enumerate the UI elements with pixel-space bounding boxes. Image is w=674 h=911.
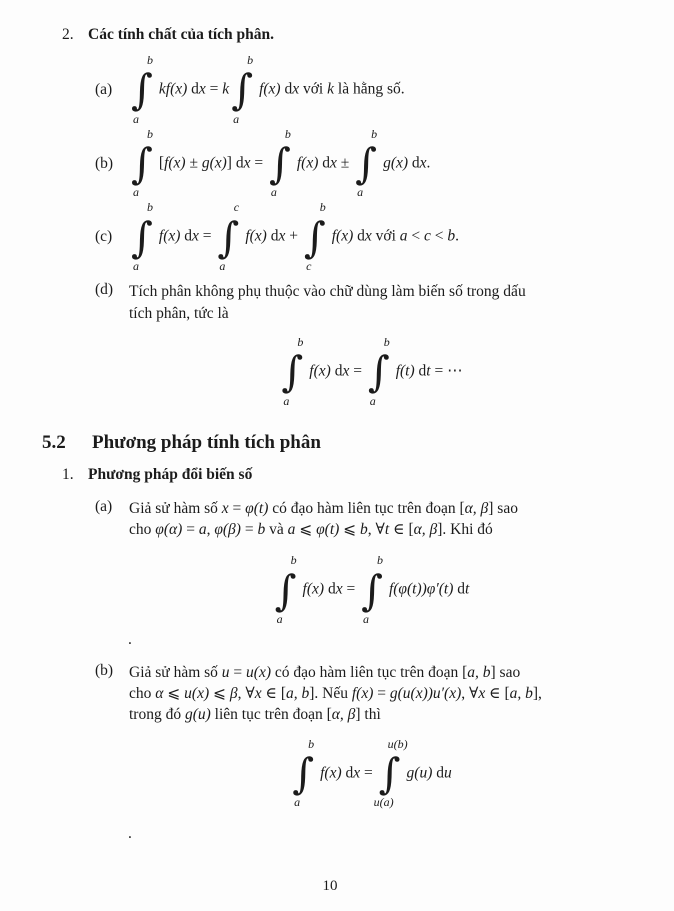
page-number: 10 [322, 878, 338, 894]
method-item-a [95, 498, 674, 541]
math-text: x [243, 154, 251, 172]
math-text: = [198, 227, 216, 245]
math-text: ∈ [ [485, 685, 510, 703]
property-d-formula [279, 336, 462, 408]
math-text: ] thì [355, 706, 381, 724]
method-title: Phương pháp đổi biến số [88, 465, 253, 483]
math-text: f(x) [351, 685, 374, 703]
method-item-a-label: (a) [95, 497, 113, 515]
integral-lower-bound: a [363, 611, 370, 626]
math-text: x [221, 499, 229, 517]
method-item-a-text [129, 498, 518, 541]
method-item-a-line1 [129, 498, 518, 519]
math-text: = [205, 80, 223, 98]
math-text: b [447, 227, 456, 245]
math-text: Giả sử hàm số [129, 663, 222, 681]
math-text: f(x) [320, 764, 342, 782]
integral-glyph: ∫ [231, 65, 254, 115]
math-text: = [240, 521, 258, 539]
property-c-formula [129, 201, 459, 273]
integral-upper-bound: b [290, 553, 297, 568]
integral-glyph: ∫ [268, 138, 291, 188]
math-text: g(u) [406, 764, 433, 782]
trailing-period-a: . [128, 631, 132, 649]
method-item-a-line2 [129, 519, 518, 540]
integral-sign [304, 201, 326, 273]
math-text: u(x) [246, 663, 271, 681]
math-text: d [453, 580, 466, 598]
math-text: = [250, 154, 267, 172]
math-text: cho [129, 685, 156, 703]
math-text: g(u) [184, 706, 211, 724]
integral-glyph: ∫ [292, 748, 315, 798]
math-text: u [444, 764, 452, 782]
integral-upper-bound: b [146, 200, 153, 215]
property-b-formula [129, 128, 430, 200]
method-number: 1. [62, 465, 74, 483]
math-text: k [222, 80, 230, 98]
math-text: , ∀ [367, 521, 385, 539]
math-text: ⩽ [295, 521, 317, 539]
integral-sign [373, 736, 408, 810]
math-text: ⩽ [163, 685, 185, 703]
math-text: k [327, 80, 335, 98]
integral-glyph: ∫ [274, 565, 297, 615]
integral-glyph: ∫ [131, 212, 153, 262]
math-text: f(x) [296, 154, 319, 172]
math-text: có đạo hàm liên tục trên đoạn [ [270, 663, 468, 681]
integral-lower-bound: a [294, 795, 301, 810]
method-item-b-line3 [129, 704, 542, 725]
math-text: α, β [464, 499, 489, 517]
integral-glyph: ∫ [217, 212, 240, 262]
math-text: với [371, 227, 400, 245]
property-d [95, 281, 674, 324]
integral-sign [131, 54, 153, 126]
math-text: f(x) [259, 80, 281, 98]
math-text: , ∀ [237, 685, 255, 703]
integral-lower-bound: a [132, 185, 139, 200]
math-text: + [285, 227, 302, 245]
math-text: ∈ [ [389, 521, 414, 539]
method-item-b-line2 [129, 683, 542, 704]
math-text: a [399, 227, 408, 245]
integral-lower-bound: a [132, 259, 139, 274]
math-text: f(x) [331, 227, 354, 245]
math-text: liên tục trên đoạn [ [210, 706, 332, 724]
math-text: α, β [331, 706, 356, 724]
math-text: d [330, 362, 343, 380]
math-text: d [180, 227, 193, 245]
integral-lower-bound: a [219, 259, 226, 274]
integral-upper-bound: b [146, 53, 153, 67]
math-text: < [407, 227, 425, 245]
math-text: = [182, 521, 199, 539]
integral-sign [355, 128, 377, 200]
math-text: = ⋯ [430, 362, 463, 380]
math-text: a, b [509, 685, 533, 703]
math-text: cho [129, 521, 156, 539]
math-text: f(φ(t))φ′(t) [388, 580, 454, 598]
integral-upper-bound: b [284, 126, 291, 141]
math-text: a [287, 521, 296, 539]
math-text: = [373, 685, 390, 703]
math-text: x [335, 580, 343, 598]
math-text: g(x) [383, 154, 409, 172]
integral-glyph: ∫ [281, 347, 304, 397]
math-text: = [342, 580, 360, 598]
property-b [95, 128, 674, 200]
properties-heading-item [62, 26, 674, 44]
math-text: x [353, 764, 361, 782]
integral-glyph: ∫ [367, 347, 390, 397]
method-item-b-line1 [129, 662, 542, 683]
section-title: Phương pháp tính tích phân [92, 431, 321, 453]
math-text: f(x) [302, 580, 325, 598]
section-number: 5.2 [42, 431, 66, 453]
property-c-label: (c) [95, 228, 113, 246]
math-text: . [455, 227, 460, 245]
math-text: ∈ [ [261, 685, 286, 703]
math-text: ] d [226, 154, 244, 172]
math-text: d [280, 80, 293, 98]
math-text: = [229, 663, 247, 681]
math-text: a, b [285, 685, 310, 703]
math-text: a [198, 521, 207, 539]
math-text: d [341, 764, 354, 782]
math-text: b [360, 521, 368, 539]
integral-lower-bound: u(a) [373, 795, 394, 810]
integral-sign [361, 554, 383, 626]
integral-lower-bound: a [270, 185, 277, 200]
math-text: u [221, 663, 230, 681]
property-a [95, 54, 674, 126]
integral-upper-bound: b [247, 53, 254, 67]
math-text: [ [158, 154, 165, 172]
math-text: ⩽ [209, 685, 230, 703]
math-text: t [384, 521, 390, 539]
math-text: x [198, 80, 206, 98]
integral-sign [292, 738, 314, 810]
integral-sign [217, 201, 239, 273]
integral-sign [131, 201, 153, 273]
integral-upper-bound: b [371, 126, 378, 141]
integral-upper-bound: b [383, 334, 390, 349]
substitution-formula-b [290, 738, 452, 810]
math-text: x [330, 154, 337, 172]
integral-upper-bound: b [297, 334, 304, 349]
math-text: < [430, 227, 448, 245]
integral-sign [231, 54, 253, 126]
substitution-formula-a [273, 554, 470, 626]
math-text: ] sao [490, 663, 521, 681]
property-d-text-line1: Tích phân không phụ thuộc vào chữ dùng làm biến số trong dấu [129, 283, 526, 301]
math-text: ], [532, 685, 542, 703]
math-text: f(t) [395, 362, 415, 380]
math-text: . [426, 154, 431, 172]
math-text: = [228, 499, 246, 517]
method-item-b-display [130, 738, 612, 810]
math-text: g(x) [201, 154, 227, 172]
property-c [95, 201, 674, 273]
section-5-2-heading [42, 432, 674, 454]
math-text: kf(x) [158, 80, 188, 98]
math-text: ]. Khi đó [437, 521, 493, 539]
integral-sign [269, 128, 291, 200]
math-text: x [192, 227, 199, 245]
method-item-b-text [129, 662, 542, 726]
property-a-label: (a) [95, 80, 113, 98]
math-text: a, b [467, 663, 491, 681]
math-text: x [478, 685, 486, 703]
property-d-display [130, 336, 612, 408]
math-text: φ(α) [155, 521, 183, 539]
integral-lower-bound: a [276, 611, 283, 626]
math-text: φ(t) [316, 521, 340, 539]
math-text: u(x) [184, 685, 210, 703]
math-text: d [318, 154, 331, 172]
math-text: d [324, 580, 336, 598]
integral-lower-bound: a [283, 393, 290, 408]
math-text: = [360, 764, 377, 782]
math-text: Giả sử hàm số [129, 499, 222, 517]
math-text: f(x) [245, 227, 267, 245]
math-text: có đạo hàm liên tục trên đoạn [ [268, 499, 465, 517]
integral-lower-bound: a [357, 185, 364, 200]
integral-lower-bound: c [306, 259, 312, 274]
math-text: t [426, 362, 431, 380]
math-text: d [408, 154, 420, 172]
method-item-a-display [130, 554, 612, 626]
math-text: là hằng số. [334, 80, 405, 98]
integral-upper-bound: b [319, 200, 326, 215]
math-text: ]. Nếu [309, 685, 352, 703]
math-text: và [265, 521, 288, 539]
math-text: x [254, 685, 262, 703]
properties-heading: Các tính chất của tích phân. [88, 26, 275, 43]
math-text: t [465, 580, 470, 598]
math-text: c [424, 227, 431, 245]
math-text: , [206, 521, 215, 539]
math-text: với [299, 80, 328, 98]
integral-upper-bound: b [308, 736, 315, 751]
item-number: 2. [62, 26, 74, 43]
math-text: b [257, 521, 266, 539]
math-text: ⩽ [339, 521, 361, 539]
integral-glyph: ∫ [361, 565, 383, 615]
integral-glyph: ∫ [355, 138, 378, 188]
math-text: f(x) [309, 362, 331, 380]
property-d-text [129, 281, 526, 324]
property-d-text-line2: tích phân, tức là [129, 304, 229, 322]
integral-sign [368, 336, 390, 408]
integral-sign [281, 336, 303, 408]
math-text: d [266, 227, 279, 245]
integral-glyph: ∫ [131, 138, 153, 188]
math-text: = [349, 362, 366, 380]
math-text: ± [185, 154, 202, 172]
integral-upper-bound: c [233, 200, 240, 215]
math-text: d [353, 227, 365, 245]
math-text: x [278, 227, 286, 245]
integral-upper-bound: b [377, 553, 384, 568]
math-text: trong đó [129, 706, 185, 724]
math-text: φ(β) [214, 521, 241, 539]
trailing-period-b: . [128, 824, 132, 842]
integral-lower-bound: a [369, 393, 376, 408]
method-item-b-label: (b) [95, 661, 114, 679]
method-1-heading [62, 466, 674, 484]
integral-lower-bound: a [132, 111, 139, 126]
integral-glyph: ∫ [378, 748, 401, 798]
integral-glyph: ∫ [303, 212, 326, 262]
math-text: ± [336, 154, 354, 172]
integral-lower-bound: a [233, 111, 240, 126]
math-text: x [342, 362, 350, 380]
math-text: g(u(x))u′(x) [389, 685, 462, 703]
integral-sign [131, 128, 153, 200]
math-text: x [419, 154, 427, 172]
integral-glyph: ∫ [131, 65, 153, 115]
math-text: α, β [413, 521, 438, 539]
math-text: α [155, 685, 164, 703]
property-d-label: (d) [95, 281, 114, 299]
math-text: , ∀ [461, 685, 479, 703]
math-text: ] sao [488, 499, 518, 517]
math-text: x [364, 227, 372, 245]
property-a-formula [129, 54, 405, 126]
property-b-label: (b) [95, 154, 114, 172]
method-item-b [95, 662, 674, 726]
math-text: β [229, 685, 238, 703]
math-text: f(x) [164, 154, 186, 172]
math-text: d [187, 80, 199, 98]
integral-sign [275, 554, 297, 626]
integral-upper-bound: u(b) [387, 736, 408, 751]
math-text: x [292, 80, 300, 98]
math-text: d [414, 362, 427, 380]
math-text: f(x) [158, 227, 181, 245]
integral-upper-bound: b [146, 126, 153, 141]
math-text: d [432, 764, 444, 782]
math-text: φ(t) [245, 499, 269, 517]
